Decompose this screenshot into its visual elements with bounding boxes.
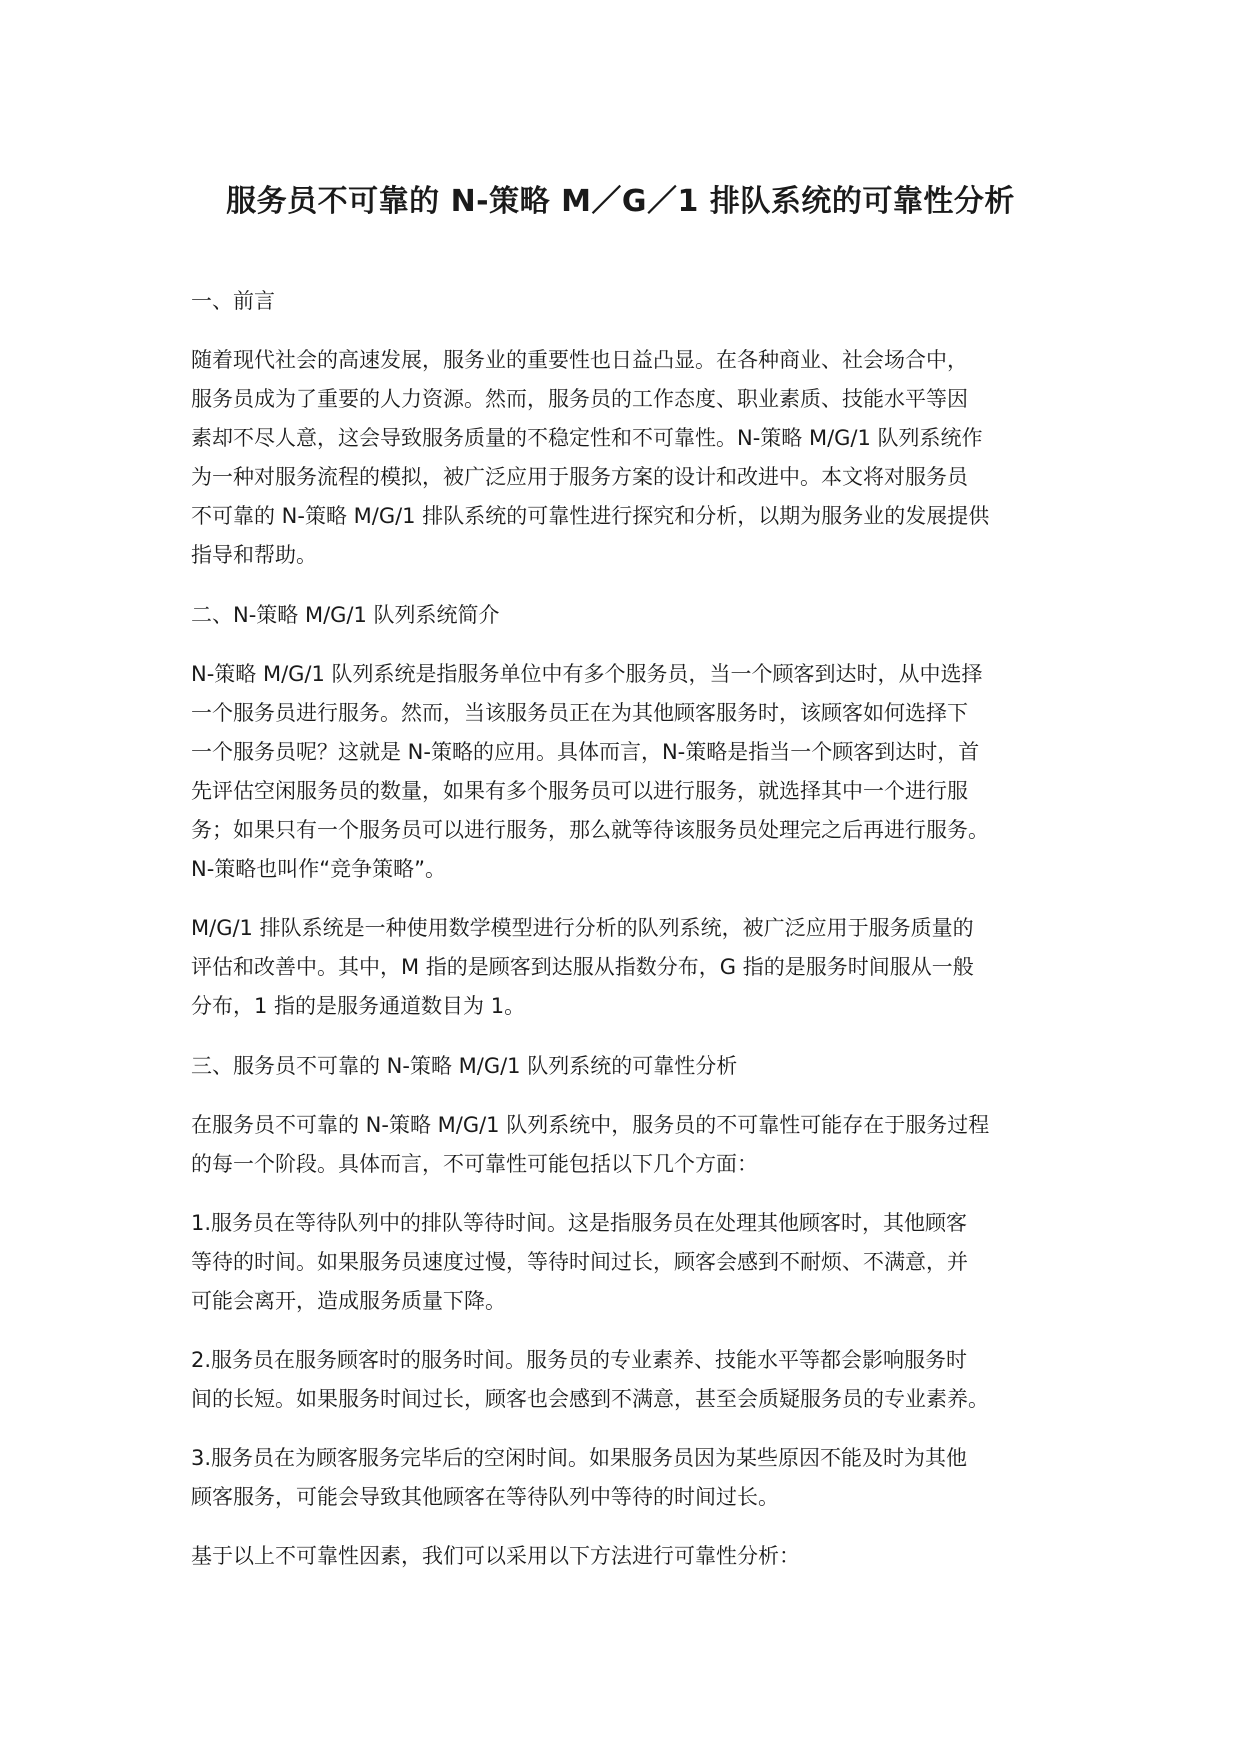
text-line: M/G/1 排队系统是一种使用数学模型进行分析的队列系统，被广泛应用于服务质量的	[191, 916, 974, 940]
text-line: N-策略也叫作“竞争策略”。	[191, 857, 447, 881]
text-line: 可能会离开，造成服务质量下降。	[191, 1289, 506, 1313]
text-line: 分布，1 指的是服务通道数目为 1。	[191, 994, 526, 1018]
paragraph-overview-2	[191, 909, 1091, 1026]
section-heading-overview: 二、N-策略 M/G/1 队列系统简介	[191, 603, 500, 627]
document-title: 服务员不可靠的 N-策略 M／G／1 排队系统的可靠性分析	[226, 184, 1015, 219]
paragraph-overview-1	[191, 655, 1091, 889]
document-body	[191, 281, 1091, 1596]
text-line: 顾客服务，可能会导致其他顾客在等待队列中等待的时间过长。	[191, 1485, 779, 1509]
paragraph-intro	[191, 341, 1091, 575]
section-heading-intro: 一、前言	[191, 289, 275, 313]
text-line: 3.服务员在为顾客服务完毕后的空闲时间。如果服务员因为某些原因不能及时为其他	[191, 1446, 968, 1470]
text-line: 等待的时间。如果服务员速度过慢，等待时间过长，顾客会感到不耐烦、不满意，并	[191, 1250, 968, 1274]
text-line: 间的长短。如果服务时间过长，顾客也会感到不满意，甚至会质疑服务员的专业素养。	[191, 1387, 989, 1411]
section-heading-analysis: 三、服务员不可靠的 N-策略 M/G/1 队列系统的可靠性分析	[191, 1054, 738, 1078]
text-line: 服务员成为了重要的人力资源。然而，服务员的工作态度、职业素质、技能水平等因	[191, 387, 968, 411]
text-line: 务；如果只有一个服务员可以进行服务，那么就等待该服务员处理完之后再进行服务。	[191, 818, 989, 842]
text-line: 随着现代社会的高速发展，服务业的重要性也日益凸显。在各种商业、社会场合中，	[191, 348, 968, 372]
paragraph-analysis-1	[191, 1106, 1091, 1184]
text-line: 一个服务员进行服务。然而，当该服务员正在为其他顾客服务时，该顾客如何选择下	[191, 701, 968, 725]
text-line: 在服务员不可靠的 N-策略 M/G/1 队列系统中，服务员的不可靠性可能存在于服务过程	[191, 1113, 990, 1137]
paragraph-analysis-4	[191, 1439, 1091, 1517]
text-line: 基于以上不可靠性因素，我们可以采用以下方法进行可靠性分析：	[191, 1544, 800, 1568]
paragraph-analysis-2	[191, 1204, 1091, 1321]
text-line: 先评估空闲服务员的数量，如果有多个服务员可以进行服务，就选择其中一个进行服	[191, 779, 968, 803]
text-line: 的每一个阶段。具体而言，不可靠性可能包括以下几个方面：	[191, 1152, 758, 1176]
text-line: 为一种对服务流程的模拟，被广泛应用于服务方案的设计和改进中。本文将对服务员	[191, 465, 968, 489]
paragraph-analysis-5	[191, 1537, 1091, 1576]
text-line: 2.服务员在服务顾客时的服务时间。服务员的专业素养、技能水平等都会影响服务时	[191, 1348, 968, 1372]
text-line: 不可靠的 N-策略 M/G/1 排队系统的可靠性进行探究和分析，以期为服务业的发展提供	[191, 504, 990, 528]
text-line: 素却不尽人意，这会导致服务质量的不稳定性和不可靠性。N-策略 M/G/1 队列系统作	[191, 426, 983, 450]
text-line: 1.服务员在等待队列中的排队等待时间。这是指服务员在处理其他顾客时，其他顾客	[191, 1211, 968, 1235]
paragraph-analysis-3	[191, 1341, 1091, 1419]
text-line: 一个服务员呢？这就是 N-策略的应用。具体而言，N-策略是指当一个顾客到达时，首	[191, 740, 980, 764]
text-line: N-策略 M/G/1 队列系统是指服务单位中有多个服务员，当一个顾客到达时，从中选择	[191, 662, 983, 686]
text-line: 评估和改善中。其中，M 指的是顾客到达服从指数分布，G 指的是服务时间服从一般	[191, 955, 974, 979]
text-line: 指导和帮助。	[191, 543, 317, 567]
